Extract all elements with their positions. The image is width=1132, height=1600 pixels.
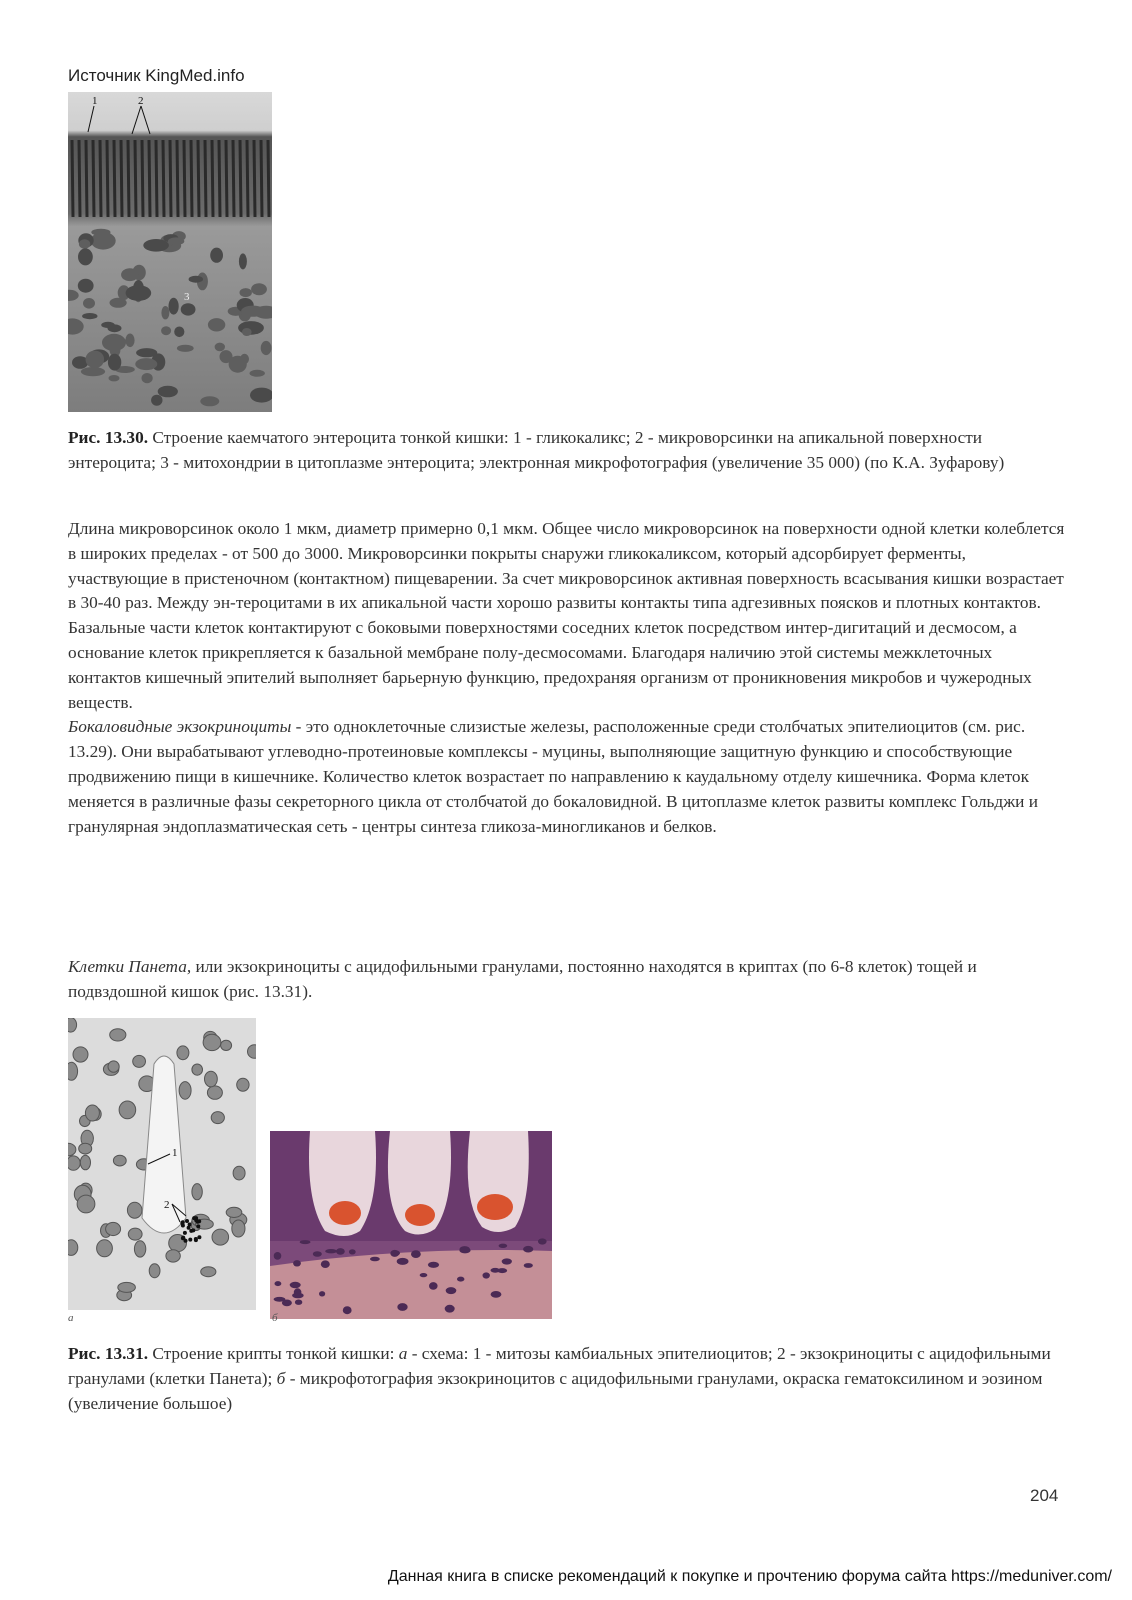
paragraph-text: Длина микроворсинок около 1 мкм, диаметр примерно 0,1 мкм. Общее число микроворсинок на поверхности одной клетки колеблется в широких пределах - от 500 до 3000. Микроворсинки покрыты снаружи гликокаликсом, который адсорбирует ферменты, участвующие в пристеночном (контактном) пищеварении. За счет микроворсинок активная поверхность всасывания кишки возрастает в 30-40 раз. Между эн-тероцитами в их апикальной части хорошо развиты контакты типа адгезивных поясков и плотных контактов. Базальные части клеток контактируют с боковыми поверхностями соседних клеток посредством интер-дигитаций и десмосом, а основание клеток прикрепляется к базальной мембране полу-десмосомами. Благодаря наличию этой системы межклеточных контактов кишечный эпителий выполняет барьерную функцию, предохраняя организм от проникновения микробов и чужеродных веществ. (68, 519, 1065, 712)
fig1-label-3: 3 (184, 291, 190, 303)
crypt-scheme-drawing (68, 1018, 256, 1310)
fig2a-label-2: 2 (164, 1199, 170, 1211)
paneth-cells-micrograph (270, 1131, 552, 1319)
term-paneth-cells: Клетки Панета, (68, 957, 192, 976)
body-paragraph-paneth (68, 955, 1068, 1005)
caption-label: Рис. 13.30. (68, 428, 149, 447)
paragraph-text: - это одноклеточные слизистые железы, расположенные среди столбчатых эпителиоцитов (см. рис. 13.29). Они вырабатывают углеводно-протеиновые комплексы - муцины, выполняющие защитную функцию и способствующие продвижению пищи в кишечнике. Количество клеток возрастает по направлению к каудальному отделу кишечника. Форма клеток меняется в различные фазы секреторного цикла от столбчатой до бокаловидной. В цитоплазме клеток развиты комплекс Гольджи и гранулярная эндоплазматическая сеть - центры синтеза гликоза-миногликанов и белков. (68, 717, 1038, 836)
caption-text: Строение крипты тонкой кишки: (148, 1344, 399, 1363)
body-paragraph (68, 517, 1068, 839)
page-number: 204 (1030, 1486, 1059, 1505)
enterocyte-micrograph (68, 92, 272, 412)
caption-sub-b: б (276, 1368, 286, 1388)
caption-text: - схема: 1 - митозы камбиальных эпителиоцитов; 2 - экзокриноциты с ацидофильными гранулами (клетки Панета); (68, 1344, 1051, 1388)
fig1-label-1: 1 (92, 95, 98, 107)
source-header: Источник KingMed.info (68, 66, 245, 85)
fig1-label-2: 2 (138, 95, 144, 107)
figure-caption-13-30 (68, 426, 1068, 476)
caption-text: - микрофотография экзокриноцитов с ацидофильными гранулами, окраска гематоксилином и эозином (увеличение большое) (68, 1368, 1043, 1413)
caption-sub-a: а (398, 1344, 408, 1363)
figure-caption-13-31 (68, 1342, 1068, 1416)
term-goblet-cells: Бокаловидные экзокриноциты (68, 717, 292, 737)
subfigure-label-b: б (272, 1312, 278, 1324)
caption-text: Строение каемчатого энтероцита тонкой кишки: 1 - гликокаликс; 2 - микроворсинки на апикальной поверхности энтероцита; 3 - митохондрии в цитоплазме энтероцита; электронная микрофотография (увеличение 35 000) (по К.А. Зуфарову) (68, 428, 1005, 472)
caption-label: Рис. 13.31. (68, 1344, 149, 1363)
subfigure-label-a: а (68, 1312, 74, 1324)
fig2a-label-1: 1 (172, 1147, 178, 1159)
paragraph-text: или экзокриноциты с ацидофильными гранулами, постоянно находятся в криптах (по 6-8 клеток) тощей и подвздошной кишок (рис. 13.31). (68, 957, 977, 1001)
footer-note: Данная книга в списке рекомендаций к покупке и прочтению форума сайта https://meduniver.com/ (387, 1568, 1112, 1585)
